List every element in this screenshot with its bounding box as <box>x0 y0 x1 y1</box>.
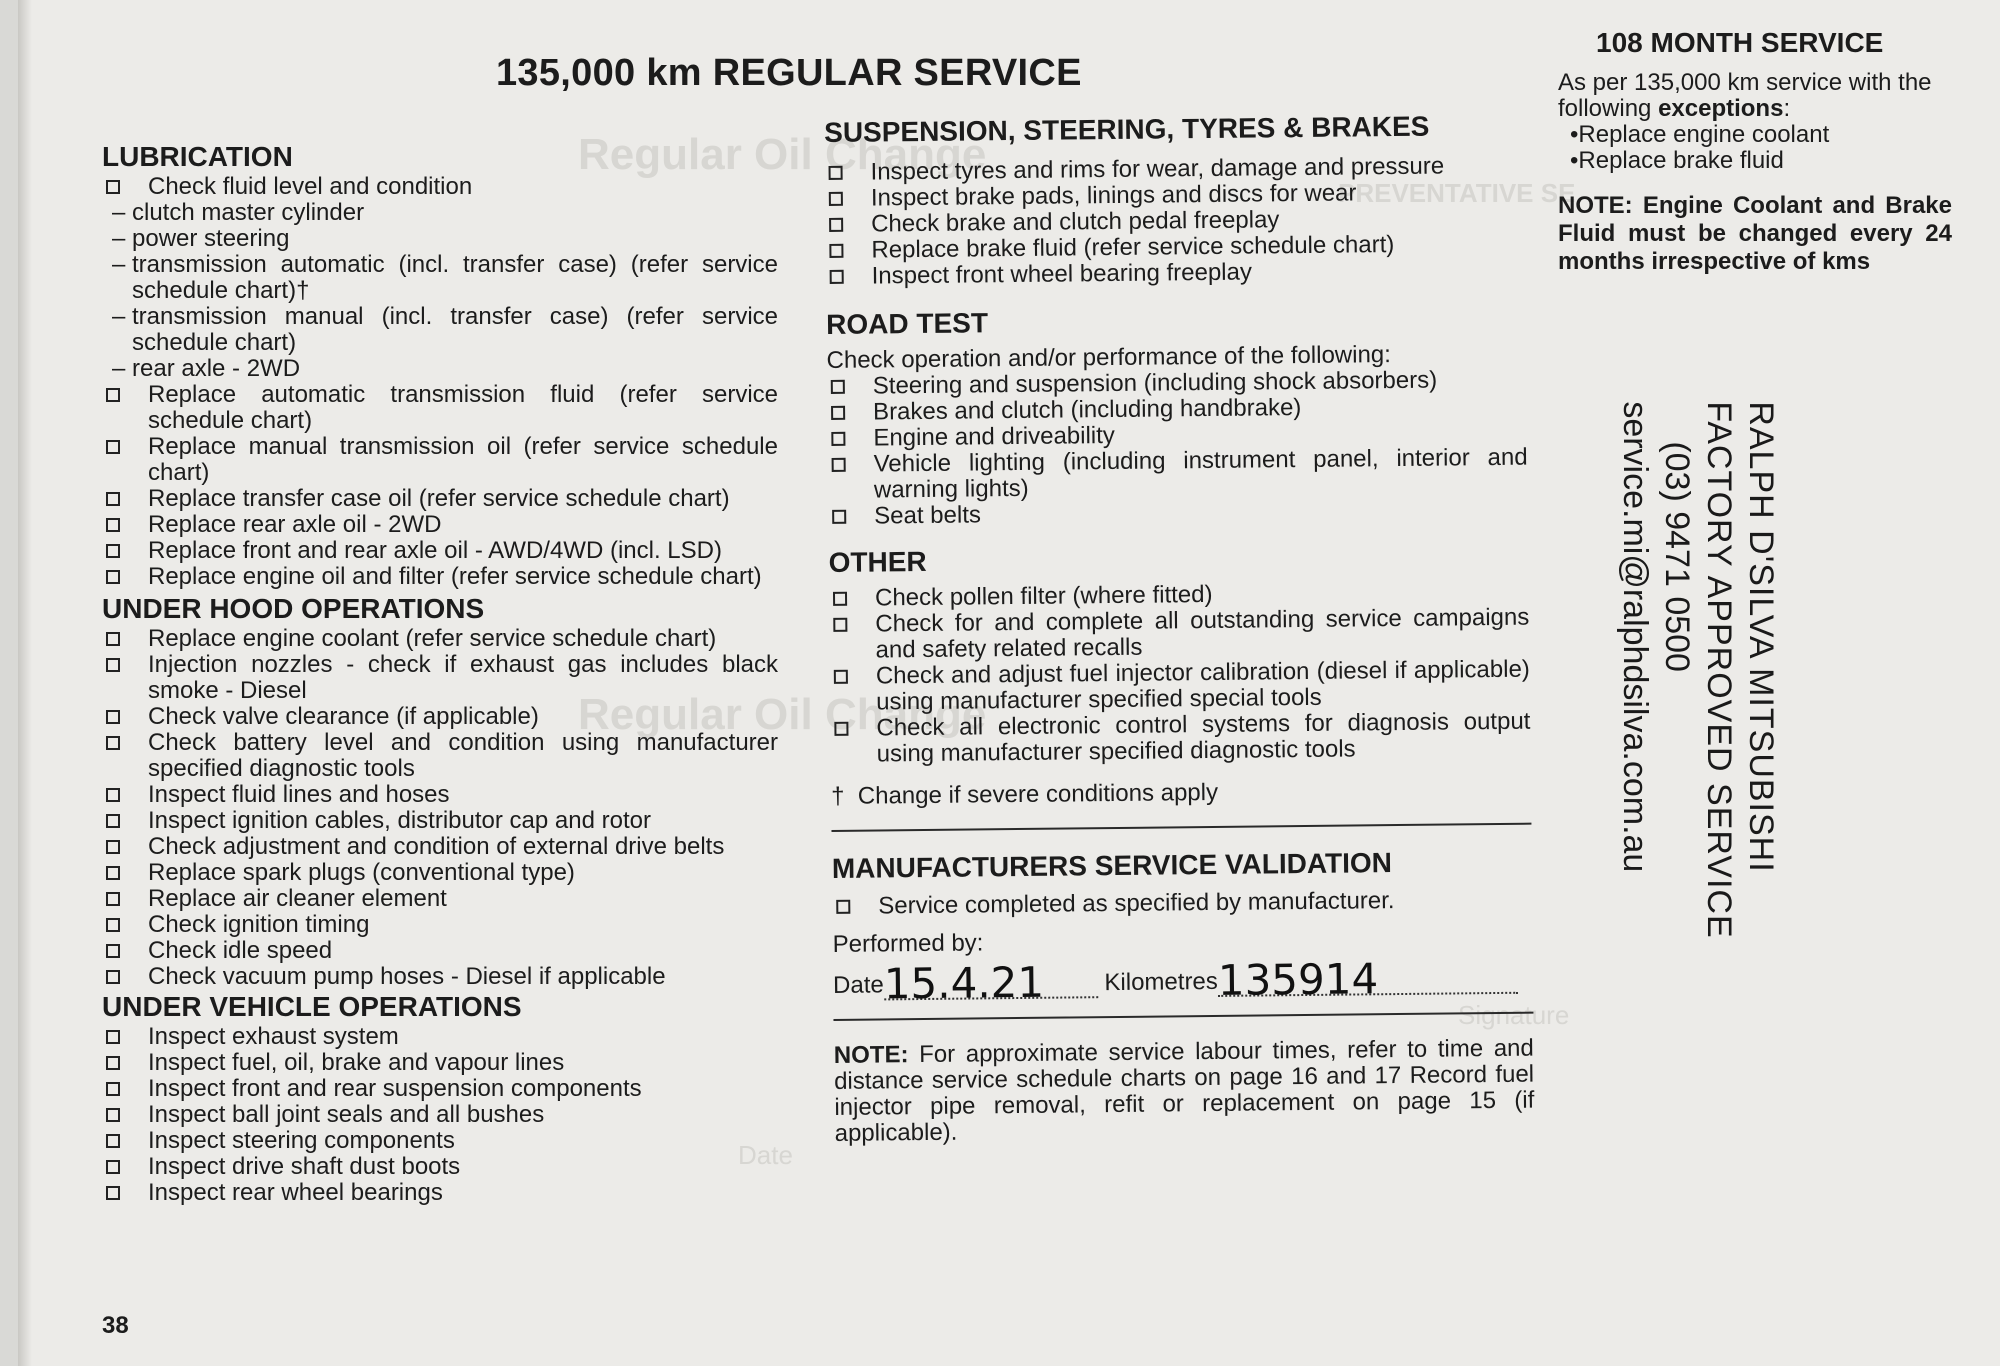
checklist-item-text: Replace rear axle oil - 2WD <box>148 511 442 538</box>
checklist-item-text: Check and adjust fuel injector calibration (diesel if applicable) using manufacturer specified special tools <box>875 655 1530 716</box>
checklist-item-text: Check battery level and condition using manufacturer specified diagnostic tools <box>148 729 778 782</box>
checklist-item-text: Inspect rear wheel bearings <box>148 1179 443 1206</box>
checklist-item-text: Replace brake fluid (refer service schedule chart) <box>871 231 1395 264</box>
km-value: 135914 <box>1217 954 1379 1005</box>
checklist-item <box>102 252 778 304</box>
page-title: 135,000 km REGULAR SERVICE <box>496 52 1082 94</box>
stamp-line: RALPH D'SILVA MITSUBISHI <box>1742 401 1780 873</box>
checkbox[interactable] <box>106 492 120 506</box>
checklist-item-text: Inspect fuel, oil, brake and vapour lines <box>148 1049 565 1076</box>
checklist-item <box>102 938 778 964</box>
checklist-item <box>102 434 778 486</box>
checkbox[interactable] <box>106 544 120 558</box>
checklist-item <box>102 652 778 704</box>
checkbox[interactable] <box>834 722 848 736</box>
date-label: Date <box>832 971 884 999</box>
date-km-row <box>832 954 1533 1009</box>
checklist-item-text: Seat belts <box>874 501 982 530</box>
km-label: Kilometres <box>1104 967 1218 997</box>
checkbox[interactable] <box>106 1160 120 1174</box>
exception-item: •Replace engine coolant <box>1570 121 1830 148</box>
checklist-item-text: transmission automatic (incl. transfer case) (refer service schedule chart)† <box>132 251 778 304</box>
divider <box>831 823 1531 832</box>
month-service-intro <box>1558 70 1952 122</box>
checklist-item-text: Engine and driveability <box>873 421 1116 452</box>
checkbox[interactable] <box>831 380 845 394</box>
checkbox[interactable] <box>106 1082 120 1096</box>
checklist-item <box>102 860 778 886</box>
checkbox[interactable] <box>106 1134 120 1148</box>
checklist-item-text: Inspect fluid lines and hoses <box>148 781 450 808</box>
checklist-item <box>102 912 778 938</box>
checkbox[interactable] <box>106 180 120 194</box>
validation-note <box>834 1036 1535 1147</box>
road-test-list <box>827 367 1529 530</box>
checklist-item <box>830 657 1531 716</box>
validation-item <box>832 887 1532 920</box>
note-label: NOTE: <box>833 1041 909 1069</box>
dash-marker: – <box>112 251 126 278</box>
checkbox[interactable] <box>106 892 120 906</box>
checklist-item-text: Check pollen filter (where fitted) <box>874 580 1213 612</box>
checkbox[interactable] <box>829 244 843 258</box>
checklist-item <box>102 356 778 382</box>
checklist-item <box>830 709 1531 768</box>
checklist-item <box>102 382 778 434</box>
checkbox[interactable] <box>832 458 846 472</box>
checklist-item-text: Check ignition timing <box>148 911 370 938</box>
checklist-item-text: Check vacuum pump hoses - Diesel if applicable <box>148 963 666 990</box>
checklist-item-text: Inspect drive shaft dust boots <box>148 1153 461 1180</box>
checklist-item-text: Replace automatic transmission fluid (refer service schedule chart) <box>148 381 778 434</box>
other-heading: OTHER <box>828 545 927 578</box>
checklist-item <box>102 1180 778 1206</box>
checkbox[interactable] <box>106 1056 120 1070</box>
under-vehicle-list <box>102 1024 778 1206</box>
checkbox[interactable] <box>833 618 847 632</box>
checklist-item-text: Inspect steering components <box>148 1127 455 1154</box>
bleed-through-text: Regular Oil Change <box>578 690 987 739</box>
checklist-item-text: Brakes and clutch (including handbrake) <box>872 394 1302 426</box>
stamp-line: service.mi@ralphdsilva.com.au <box>1616 401 1654 873</box>
checkbox[interactable] <box>106 918 120 932</box>
performed-by-label: Performed by: <box>832 929 984 958</box>
checkbox[interactable] <box>106 1186 120 1200</box>
intro-colon: : <box>1783 95 1791 122</box>
checklist-item <box>102 1154 778 1180</box>
checkbox[interactable] <box>832 510 846 524</box>
checklist-item-text: Steering and suspension (including shock absorbers) <box>872 366 1438 400</box>
checkbox[interactable] <box>831 432 845 446</box>
checklist-item-text: Check all electronic control systems for diagnosis output using manufacturer specified diagnostic tools <box>876 707 1531 768</box>
checklist-item <box>102 200 778 226</box>
under-vehicle-heading: UNDER VEHICLE OPERATIONS <box>102 991 522 1022</box>
checkbox[interactable] <box>833 592 847 606</box>
checkbox[interactable] <box>106 632 120 646</box>
checklist-item <box>102 304 778 356</box>
checklist-item <box>102 964 778 990</box>
checklist-item-text: Replace front and rear axle oil - AWD/4WD (incl. LSD) <box>148 537 722 564</box>
checklist-item-text: Inspect front and rear suspension components <box>148 1075 642 1102</box>
dash-marker: – <box>112 199 126 226</box>
checklist-item <box>102 886 778 912</box>
footnote-text: Change if severe conditions apply <box>857 778 1219 810</box>
checkbox[interactable] <box>106 814 120 828</box>
checklist-item <box>828 445 1529 504</box>
checkbox[interactable] <box>106 970 120 984</box>
validation-list <box>832 887 1532 920</box>
checklist-item <box>102 486 778 512</box>
checkbox[interactable] <box>834 670 848 684</box>
checkbox[interactable] <box>106 440 120 454</box>
checkbox[interactable] <box>106 570 120 584</box>
checkbox[interactable] <box>106 736 120 750</box>
bleed-through-text: PREVENTATIVE SE <box>1338 178 1576 208</box>
checklist-item-text: Injection nozzles - check if exhaust gas includes black smoke - Diesel <box>148 651 778 704</box>
middle-column <box>824 109 1535 1147</box>
intro-text: As per 135,000 km service with the following <box>1558 69 1932 122</box>
checkbox[interactable] <box>106 944 120 958</box>
suspension-heading: SUSPENSION, STEERING, TYRES & BRAKES <box>824 110 1430 148</box>
checkbox[interactable] <box>829 166 843 180</box>
validation-heading: MANUFACTURERS SERVICE VALIDATION <box>831 847 1393 884</box>
checkbox[interactable] <box>106 388 120 402</box>
dash-marker: – <box>112 225 126 252</box>
checklist-item <box>102 704 778 730</box>
checklist-item-text: Replace air cleaner element <box>148 885 447 912</box>
checklist-item-text: Replace transfer case oil (refer service schedule chart) <box>148 485 730 512</box>
under-hood-heading: UNDER HOOD OPERATIONS <box>102 593 485 624</box>
checklist-item <box>102 834 778 860</box>
checkbox[interactable] <box>830 270 844 284</box>
checklist-item-text: Vehicle lighting (including instrument panel, interior and warning lights) <box>873 443 1528 504</box>
checkbox[interactable] <box>829 192 843 206</box>
suspension-list <box>824 153 1525 290</box>
note-text: For approximate service labour times, refer to time and distance service schedule charts on page 16 and 17 Record fuel injector pipe removal, refit or replacement on page 15 (if applicable). <box>833 1034 1535 1147</box>
checklist-item-text: clutch master cylinder <box>132 199 365 226</box>
checkbox[interactable] <box>836 900 850 914</box>
checklist-item <box>102 730 778 782</box>
lubrication-list <box>102 174 778 590</box>
intro-bold: exceptions <box>1658 95 1784 122</box>
checkbox[interactable] <box>106 1030 120 1044</box>
checkbox[interactable] <box>106 840 120 854</box>
checklist-item <box>102 1050 778 1076</box>
checklist-item <box>102 226 778 252</box>
checkbox[interactable] <box>831 406 845 420</box>
checklist-item-text: rear axle - 2WD <box>132 355 301 382</box>
checklist-item <box>102 1076 778 1102</box>
km-field[interactable] <box>1217 954 1518 1005</box>
lubrication-heading: LUBRICATION <box>102 141 293 172</box>
checklist-item-text: Check for and complete all outstanding service campaigns and safety related recalls <box>875 603 1530 664</box>
checklist-item <box>102 1024 778 1050</box>
dealer-stamp <box>1614 401 1782 938</box>
road-test-heading: ROAD TEST <box>826 307 989 340</box>
checkbox[interactable] <box>106 518 120 532</box>
checklist-item <box>102 782 778 808</box>
other-list <box>829 579 1531 768</box>
checklist-item <box>102 1128 778 1154</box>
checklist-item <box>102 174 778 200</box>
left-column <box>102 140 778 1206</box>
checklist-item-text: Replace spark plugs (conventional type) <box>148 859 575 886</box>
checklist-item-text: Check brake and clutch pedal freeplay <box>870 206 1280 238</box>
checklist-item-text: Check valve clearance (if applicable) <box>148 703 539 730</box>
bleed-through-text: Date <box>738 1140 793 1170</box>
checklist-item-text: Inspect ball joint seals and all bushes <box>148 1101 545 1128</box>
checklist-item <box>829 605 1530 664</box>
service-book-page <box>18 0 2000 1366</box>
checkbox[interactable] <box>106 710 120 724</box>
checklist-item-text: Replace engine coolant (refer service schedule chart) <box>148 625 717 652</box>
right-column <box>1558 26 1952 276</box>
validation-item-text: Service completed as specified by manufacturer. <box>878 887 1395 920</box>
checklist-item <box>102 808 778 834</box>
bleed-through-text: Signature <box>1458 1000 1570 1030</box>
dash-marker: – <box>112 303 126 330</box>
date-field[interactable] <box>883 957 1098 1009</box>
checklist-item <box>102 538 778 564</box>
checklist-item-text: Inspect front wheel bearing freeplay <box>871 258 1253 290</box>
checklist-item-text: Check idle speed <box>148 937 333 964</box>
checklist-item-text: Inspect brake pads, linings and discs for wear <box>870 179 1357 212</box>
checklist-item-text: Check fluid level and condition <box>148 173 473 200</box>
checkbox[interactable] <box>106 1108 120 1122</box>
stamp-line: FACTORY APPROVED SERVICE <box>1700 401 1738 939</box>
exception-item: •Replace brake fluid <box>1570 147 1784 174</box>
month-service-note: NOTE: Engine Coolant and Brake Fluid must be changed every 24 months irrespective of kms <box>1558 192 1952 275</box>
checklist-item-text: Inspect tyres and rims for wear, damage and pressure <box>870 152 1445 186</box>
checklist-item <box>102 512 778 538</box>
checkbox[interactable] <box>829 218 843 232</box>
checklist-item <box>828 497 1528 530</box>
checklist-item-text: power steering <box>132 225 290 252</box>
bleed-through-text: Regular Oil Change <box>578 130 987 179</box>
checklist-item <box>102 1102 778 1128</box>
checkbox[interactable] <box>106 658 120 672</box>
checkbox[interactable] <box>106 866 120 880</box>
checklist-item <box>102 564 778 590</box>
dash-marker: – <box>112 355 126 382</box>
checkbox[interactable] <box>106 788 120 802</box>
dagger-symbol: † <box>830 782 845 810</box>
checklist-item-text: Replace manual transmission oil (refer service schedule chart) <box>148 433 778 486</box>
checklist-item <box>826 257 1526 290</box>
under-hood-list <box>102 626 778 990</box>
checklist-item <box>102 626 778 652</box>
checklist-item-text: Inspect exhaust system <box>148 1023 399 1050</box>
checklist-item-text: Replace engine oil and filter (refer service schedule chart) <box>148 563 762 590</box>
month-service-heading: 108 MONTH SERVICE <box>1596 27 1884 58</box>
road-test-intro: Check operation and/or performance of the following: <box>826 341 1391 374</box>
divider <box>833 1012 1533 1021</box>
stamp-line: (03) 9471 0500 <box>1658 441 1696 672</box>
date-value: 15.4.21 <box>883 957 1045 1009</box>
checklist-item-text: transmission manual (incl. transfer case) (refer service schedule chart) <box>132 303 778 356</box>
footnote <box>831 777 1531 810</box>
checklist-item-text: Inspect ignition cables, distributor cap and rotor <box>148 807 651 834</box>
page-number: 38 <box>102 1312 129 1339</box>
checklist-item-text: Check adjustment and condition of external drive belts <box>148 833 725 860</box>
